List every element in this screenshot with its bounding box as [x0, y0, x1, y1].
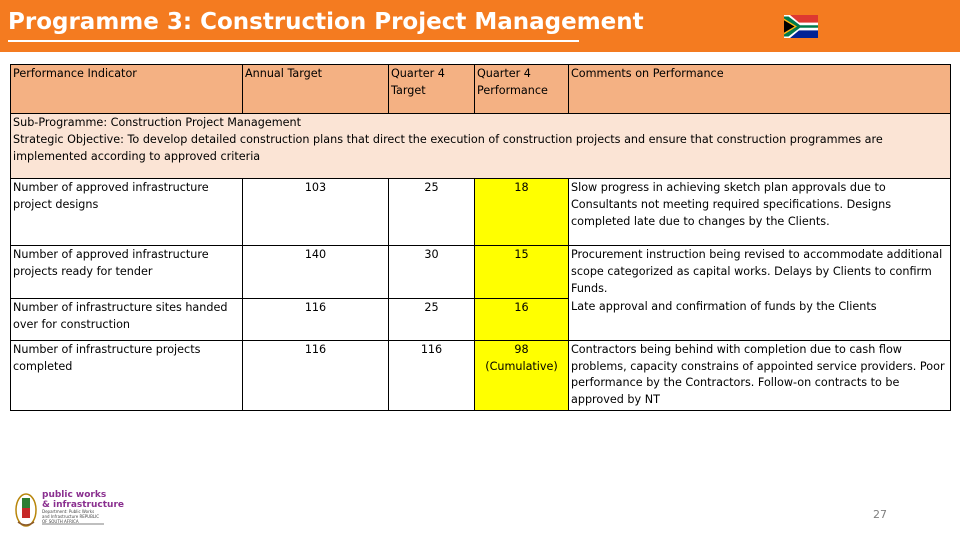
q4-target-cell: 116 — [389, 340, 475, 410]
column-header-indicator: Performance Indicator — [11, 65, 243, 114]
title-bar — [0, 0, 960, 52]
strategic-objective: Strategic Objective: To develop detailed construction plans that direct the execution of construction projects and ensure that construction programmes are implemented according to approved criteria — [13, 132, 883, 163]
q4-target-cell: 25 — [389, 298, 475, 340]
logo-wordmark: public works & infrastructure — [42, 490, 124, 510]
q4-performance-cell: 98 (Cumulative) — [475, 340, 569, 410]
q4-performance-cell: 16 — [475, 298, 569, 340]
indicator-cell: Number of infrastructure sites handed over for construction — [11, 298, 243, 340]
q4-performance-cell: 15 — [475, 246, 569, 299]
page-number: 27 — [873, 508, 887, 521]
table-row — [11, 179, 951, 246]
page-title: Programme 3: Construction Project Management — [8, 9, 644, 35]
indicator-cell: Number of approved infrastructure projects ready for tender — [11, 246, 243, 299]
annual-target-cell: 140 — [243, 246, 389, 299]
q4-target-cell: 30 — [389, 246, 475, 299]
table-row — [11, 246, 951, 299]
annual-target-cell: 116 — [243, 298, 389, 340]
column-header-comments: Comments on Performance — [569, 65, 951, 114]
comments-cell: Contractors being behind with completion due to cash flow problems, capacity constrains of appointed service providers. Poor performance by the Contractors. Follow-on contracts to be approved by NT — [569, 340, 951, 410]
indicator-cell: Number of infrastructure projects completed — [11, 340, 243, 410]
annual-target-cell: 103 — [243, 179, 389, 246]
performance-table — [10, 64, 951, 411]
subprogramme-row — [11, 114, 951, 179]
q4-performance-cell: 18 — [475, 179, 569, 246]
indicator-cell: Number of approved infrastructure project designs — [11, 179, 243, 246]
table-row — [11, 298, 951, 340]
comments-cell: Late approval and confirmation of funds by the Clients — [569, 298, 951, 340]
column-header-q4-target: Quarter 4 Target — [389, 65, 475, 114]
comments-cell: Slow progress in achieving sketch plan approvals due to Consultants not meeting required specifications. Designs completed late due to changes by the Clients. — [569, 179, 951, 246]
logo-subtext: Department: Public Works and Infrastructure REPUBLIC OF SOUTH AFRICA — [42, 509, 100, 524]
subprogramme-cell — [11, 114, 951, 179]
table-row — [11, 340, 951, 410]
column-header-annual-target: Annual Target — [243, 65, 389, 114]
title-underline — [8, 40, 579, 42]
south-africa-flag-icon — [784, 15, 818, 38]
q4-target-cell: 25 — [389, 179, 475, 246]
table-header-row — [11, 65, 951, 114]
subprogramme-title: Sub-Programme: Construction Project Management — [13, 116, 301, 129]
comments-cell: Procurement instruction being revised to accommodate additional scope categorized as capital works. Delays by Clients to confirm Funds. — [569, 246, 951, 299]
annual-target-cell: 116 — [243, 340, 389, 410]
column-header-q4-performance: Quarter 4 Performance — [475, 65, 569, 114]
